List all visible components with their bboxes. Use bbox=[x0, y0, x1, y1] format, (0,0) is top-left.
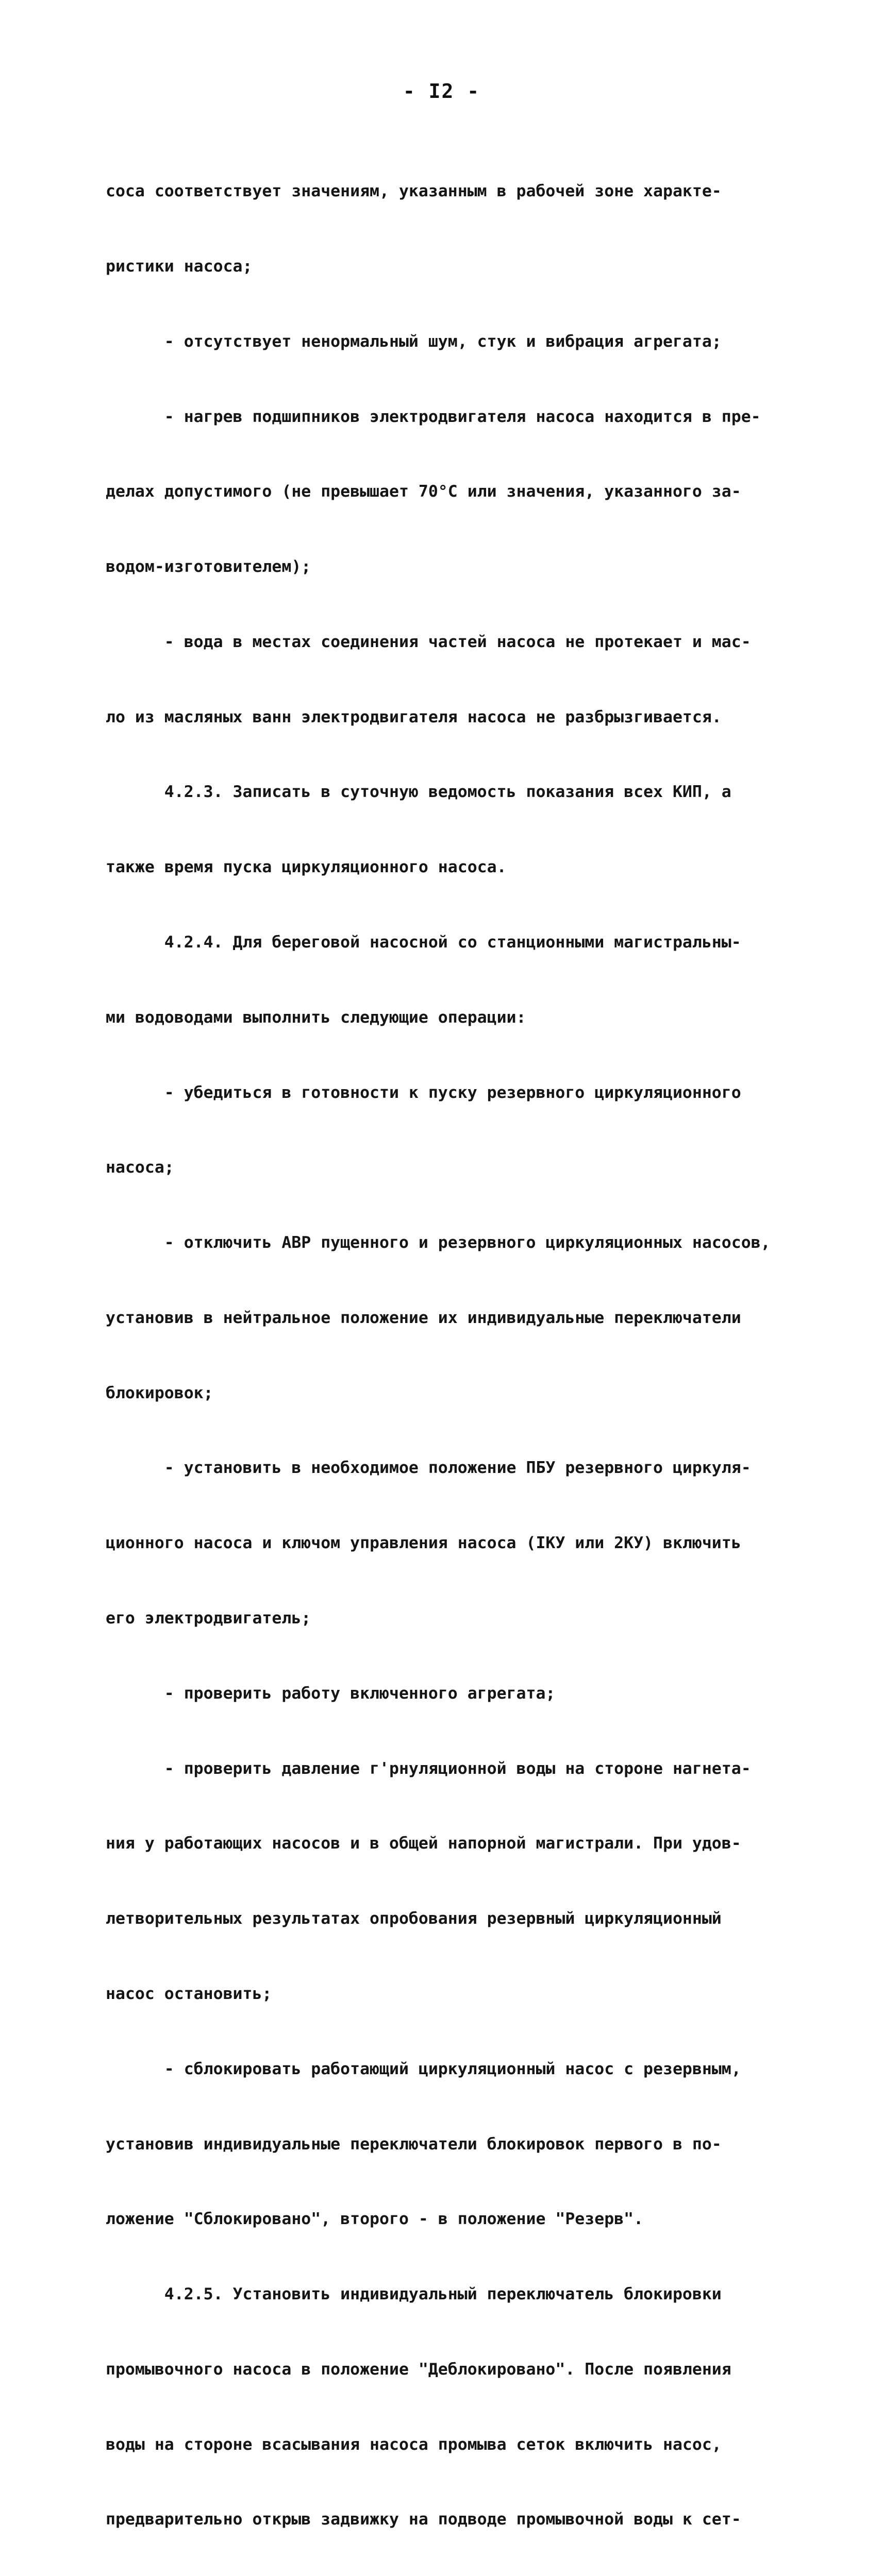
text-line: ния у работающих насосов и в общей напорной магистрали. При удов- bbox=[106, 1834, 741, 1853]
page-number: - I2 - bbox=[403, 80, 480, 103]
text-line: блокировок; bbox=[106, 1383, 213, 1402]
text-line: ми водоводами выполнить следующие операции: bbox=[106, 1008, 526, 1027]
body-text bbox=[106, 129, 796, 2576]
text-line: ционного насоса и ключом управления насоса (IКУ или 2КУ) включить bbox=[106, 1534, 741, 1553]
text-line: - проверить давление г'рнуляционной воды на стороне нагнета- bbox=[106, 1759, 751, 1778]
text-line: предварительно открыв задвижку на подводе промывочной воды к сет- bbox=[106, 2510, 741, 2529]
text-line: соса соответствует значениям, указанным в рабочей зоне характе- bbox=[106, 182, 722, 201]
text-line: - убедиться в готовности к пуску резервного циркуляционного bbox=[106, 1083, 741, 1102]
text-line: делах допустимого (не превышает 70°С или значения, указанного за- bbox=[106, 482, 741, 501]
text-line: - проверить работу включенного агрегата; bbox=[106, 1684, 556, 1703]
text-line: ло из масляных ванн электродвигателя насоса не разбрызгивается. bbox=[106, 707, 722, 726]
text-line: насос остановить; bbox=[106, 1984, 272, 2003]
text-line: - вода в местах соединения частей насоса не протекает и мас- bbox=[106, 632, 751, 651]
text-line: 4.2.3. Записать в суточную ведомость показания всех КИП, а bbox=[106, 783, 731, 802]
text-line: установив индивидуальные переключатели блокировок первого в по- bbox=[106, 2134, 722, 2154]
text-line: - нагрев подшипников электродвигателя насоса находится в пре- bbox=[106, 407, 761, 426]
text-line: насоса; bbox=[106, 1158, 174, 1177]
text-line: - отсутствует ненормальный шум, стук и вибрация агрегата; bbox=[106, 332, 722, 351]
text-line: его электродвигатель; bbox=[106, 1609, 311, 1628]
text-line: ложение "Сблокировано", второго - в положение "Резерв". bbox=[106, 2210, 644, 2229]
text-line: водом-изготовителем); bbox=[106, 557, 311, 577]
text-line: воды на стороне всасывания насоса промыва сеток включить насос, bbox=[106, 2435, 722, 2454]
text-line: 4.2.4. Для береговой насосной со станционными магистральны- bbox=[106, 933, 741, 952]
text-line: ристики насоса; bbox=[106, 257, 253, 276]
text-line: летворительных результатах опробования резервный циркуляционный bbox=[106, 1909, 722, 1928]
text-line: также время пуска циркуляционного насоса. bbox=[106, 858, 507, 877]
text-line: 4.2.5. Установить индивидуальный переключатель блокировки bbox=[106, 2285, 722, 2304]
text-line: - сблокировать работающий циркуляционный насос с резервным, bbox=[106, 2059, 741, 2078]
text-line: - установить в необходимое положение ПБУ резервного циркуля- bbox=[106, 1459, 751, 1478]
text-line: - отключить АВР пущенного и резервного циркуляционных насосов, bbox=[106, 1233, 771, 1252]
text-line: промывочного насоса в положение "Деблокировано". После появления bbox=[106, 2360, 731, 2379]
text-line: установив в нейтральное положение их индивидуальные переключатели bbox=[106, 1308, 741, 1327]
